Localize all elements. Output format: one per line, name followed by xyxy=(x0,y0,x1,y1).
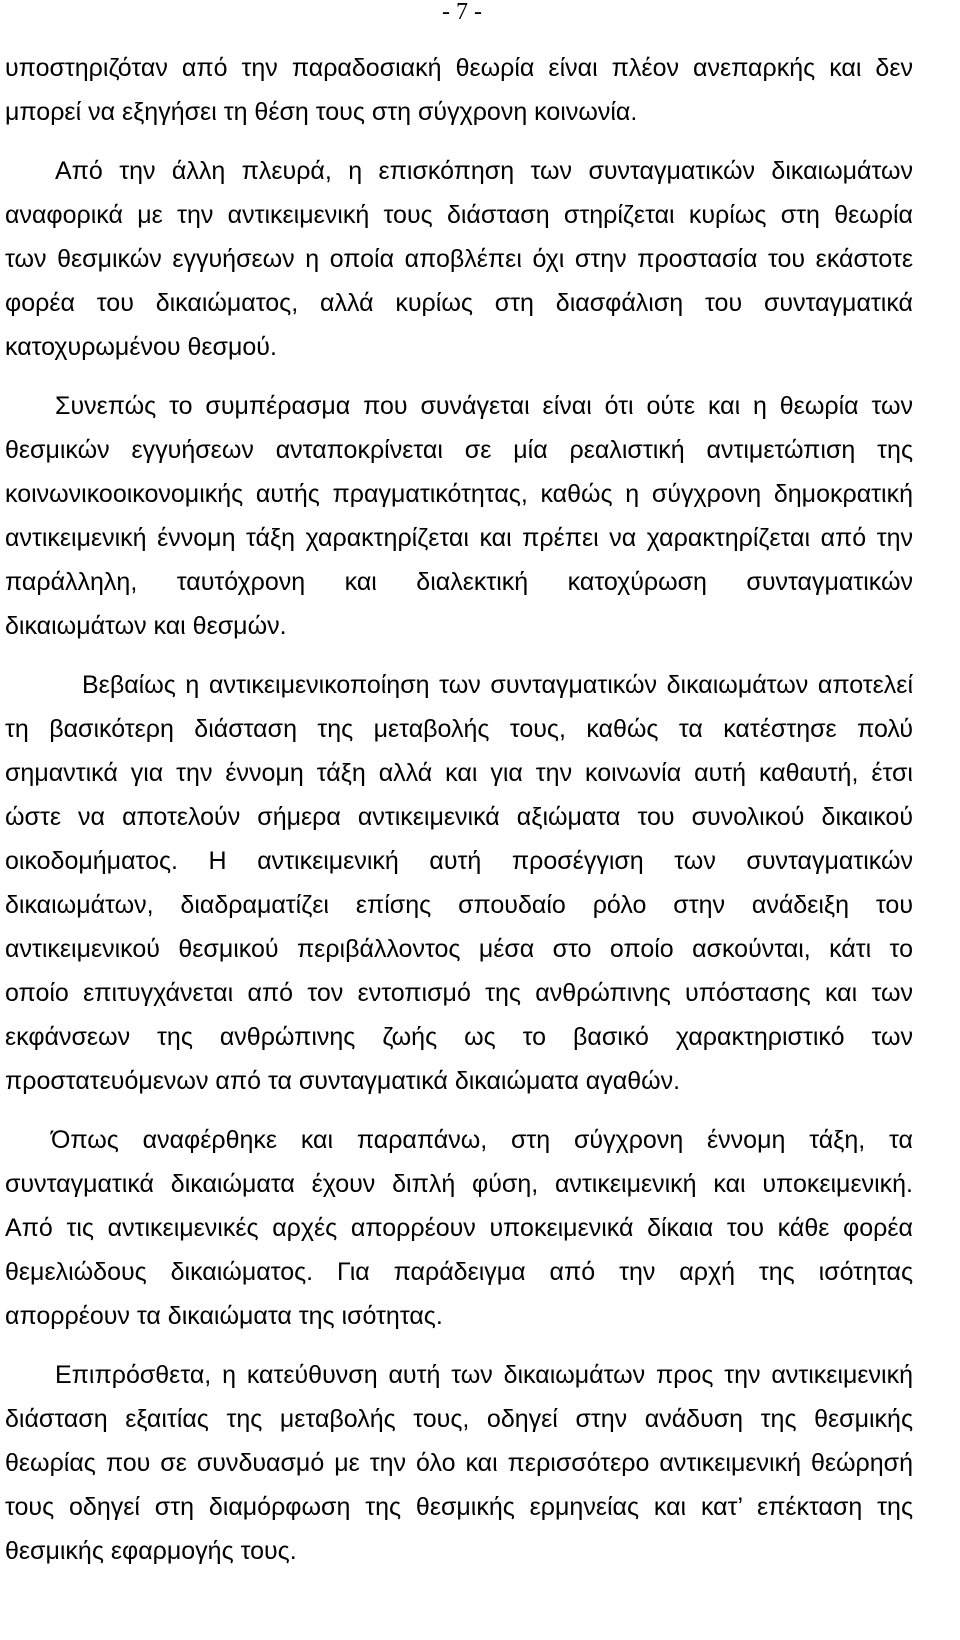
text-line: διάσταση εξαιτίας της μεταβολής τους, οδηγεί στην ανάδυση της θεσμικής xyxy=(5,1405,913,1433)
document-body xyxy=(5,46,913,1588)
text-line: Όπως αναφέρθηκε και παραπάνω, στη σύγχρονη έννομη τάξη, τα xyxy=(51,1126,913,1154)
page-number: - 7 - xyxy=(442,0,482,25)
text-line: δικαιωμάτων, διαδραματίζει επίσης σπουδαίο ρόλο στην ανάδειξη του xyxy=(5,891,913,919)
text-line: απορρέουν τα δικαιώματα της ισότητας. xyxy=(5,1302,443,1330)
text-line: σημαντικά για την έννομη τάξη αλλά και για την κοινωνία αυτή καθαυτή, έτσι xyxy=(5,759,913,787)
text-line: οποίο επιτυγχάνεται από τον εντοπισμό της ανθρώπινης υπόστασης και των xyxy=(5,979,913,1007)
text-line: Επιπρόσθετα, η κατεύθυνση αυτή των δικαιωμάτων προς την αντικειμενική xyxy=(55,1361,913,1389)
text-line: κατοχυρωμένου θεσμού. xyxy=(5,333,277,361)
text-line: συνταγματικά δικαιώματα έχουν διπλή φύση, αντικειμενική και υποκειμενική. xyxy=(5,1170,913,1198)
text-line: θεσμικής εφαρμογής τους. xyxy=(5,1537,297,1565)
text-line: των θεσμικών εγγυήσεων η οποία αποβλέπει όχι στην προστασία του εκάστοτε xyxy=(5,245,913,273)
text-line: Από την άλλη πλευρά, η επισκόπηση των συνταγματικών δικαιωμάτων xyxy=(55,157,913,185)
text-line: υποστηριζόταν από την παραδοσιακή θεωρία είναι πλέον ανεπαρκής και δεν xyxy=(5,54,913,82)
text-line: δικαιωμάτων και θεσμών. xyxy=(5,612,287,640)
text-line: αντικειμενικού θεσμικού περιβάλλοντος μέσα στο οποίο ασκούνται, κάτι το xyxy=(5,935,913,963)
paragraph-1 xyxy=(5,46,913,134)
text-line: προστατευόμενων από τα συνταγματικά δικαιώματα αγαθών. xyxy=(5,1067,681,1095)
text-line: αντικειμενική έννομη τάξη χαρακτηρίζεται και πρέπει να χαρακτηρίζεται από την xyxy=(5,524,913,552)
paragraph-5 xyxy=(5,1118,913,1338)
paragraph-2 xyxy=(5,149,913,369)
text-line: παράλληλη, ταυτόχρονη και διαλεκτική κατοχύρωση συνταγματικών xyxy=(5,568,913,596)
paragraph-3 xyxy=(5,384,913,648)
text-line: θεωρίας που σε συνδυασμό με την όλο και περισσότερο αντικειμενική θεώρησή xyxy=(5,1449,913,1477)
paragraph-6 xyxy=(5,1353,913,1573)
text-line: ώστε να αποτελούν σήμερα αντικειμενικά αξιώματα του συνολικού δικαικού xyxy=(5,803,913,831)
text-line: θεσμικών εγγυήσεων ανταποκρίνεται σε μία ρεαλιστική αντιμετώπιση της xyxy=(5,436,913,464)
text-line: εκφάνσεων της ανθρώπινης ζωής ως το βασικό χαρακτηριστικό των xyxy=(5,1023,913,1051)
text-line: τους οδηγεί στη διαμόρφωση της θεσμικής ερμηνείας και κατ’ επέκταση της xyxy=(5,1493,913,1521)
text-line: κοινωνικοοικονομικής αυτής πραγματικότητας, καθώς η σύγχρονη δημοκρατική xyxy=(5,480,913,508)
text-line: μπορεί να εξηγήσει τη θέση τους στη σύγχρονη κοινωνία. xyxy=(5,98,638,126)
text-line: αναφορικά με την αντικειμενική τους διάσταση στηρίζεται κυρίως στη θεωρία xyxy=(5,201,913,229)
text-line: Από τις αντικειμενικές αρχές απορρέουν υποκειμενικά δίκαια του κάθε φορέα xyxy=(5,1214,913,1242)
text-line: θεμελιώδους δικαιώματος. Για παράδειγμα από την αρχή της ισότητας xyxy=(5,1258,913,1286)
text-line: φορέα του δικαιώματος, αλλά κυρίως στη διασφάλιση του συνταγματικά xyxy=(5,289,913,317)
text-line: Βεβαίως η αντικειμενικοποίηση των συνταγματικών δικαιωμάτων αποτελεί xyxy=(82,671,913,699)
paragraph-4 xyxy=(5,663,913,1103)
text-line: τη βασικότερη διάσταση της μεταβολής τους, καθώς τα κατέστησε πολύ xyxy=(5,715,913,743)
text-line: Συνεπώς το συμπέρασμα που συνάγεται είναι ότι ούτε και η θεωρία των xyxy=(55,392,913,420)
text-line: οικοδομήματος. Η αντικειμενική αυτή προσέγγιση των συνταγματικών xyxy=(5,847,913,875)
